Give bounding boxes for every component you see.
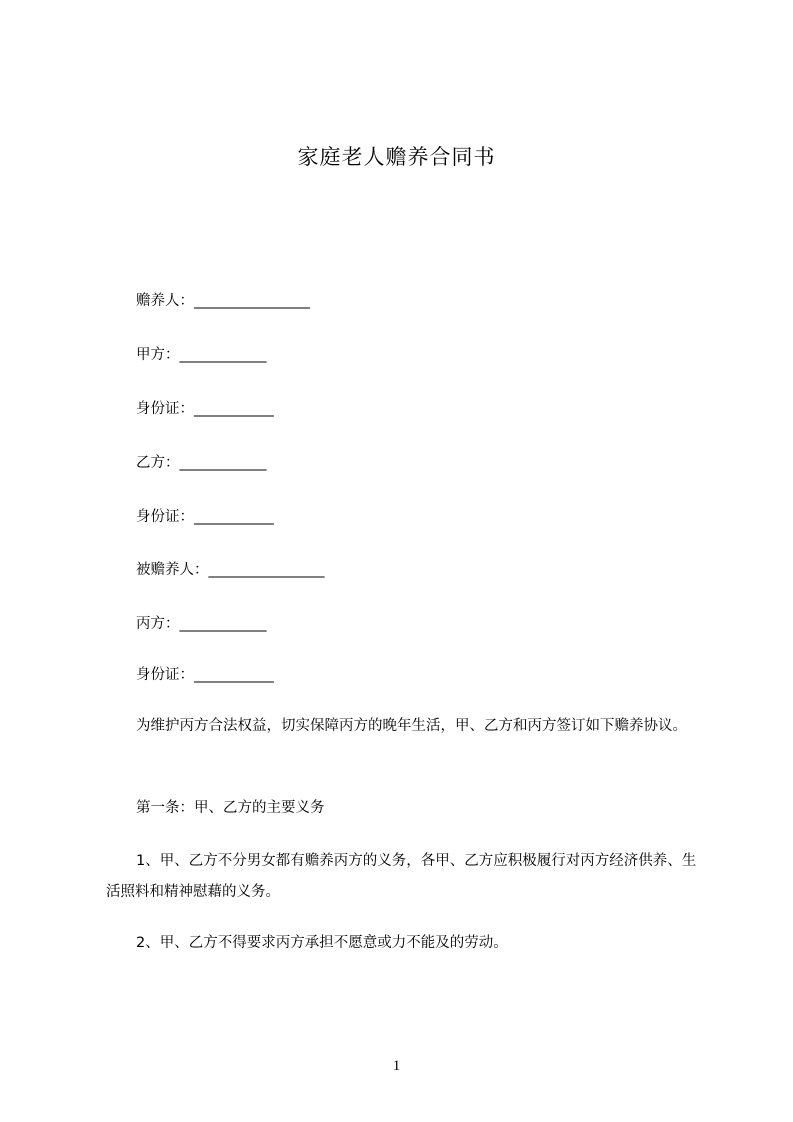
field-blank: ________________	[194, 293, 310, 309]
field-blank: ___________	[194, 509, 274, 525]
article-1-title: 第一条：甲、乙方的主要义务	[136, 800, 325, 816]
page-number: 1	[392, 1058, 401, 1074]
field-label: 乙方：	[136, 455, 180, 471]
clause-1: 1、甲、乙方不分男女都有赡养丙方的义务，各甲、乙方应积极履行对丙方经济供养、生活照料和精神慰藉的义务。	[106, 853, 697, 900]
field-supporter	[136, 291, 310, 311]
intro-paragraph: 为维护丙方合法权益，切实保障丙方的晚年生活，甲、乙方和丙方签订如下赡养协议。	[136, 718, 687, 734]
field-blank: ____________	[179, 347, 267, 363]
field-blank: ___________	[194, 401, 274, 417]
field-blank: ________________	[208, 562, 325, 578]
field-label: 身份证：	[136, 509, 194, 525]
field-label: 甲方：	[136, 347, 180, 363]
document-title: 家庭老人赡养合同书	[297, 145, 496, 169]
field-blank: ____________	[179, 616, 267, 632]
field-party-a	[136, 345, 267, 365]
field-party-b	[136, 453, 267, 473]
field-blank: ___________	[194, 667, 274, 683]
clause-2: 2、甲、乙方不得要求丙方承担不愿意或力不能及的劳动。	[136, 935, 508, 951]
field-label: 丙方：	[136, 616, 180, 632]
field-party-b-id	[136, 507, 274, 527]
field-party-c-id	[136, 665, 274, 685]
field-party-a-id	[136, 399, 274, 419]
field-label: 身份证：	[136, 401, 194, 417]
field-party-c	[136, 614, 267, 634]
field-label: 赡养人：	[136, 293, 194, 309]
field-blank: ____________	[179, 455, 267, 471]
field-label: 身份证：	[136, 667, 194, 683]
field-label: 被赡养人：	[136, 562, 209, 578]
field-supported-person	[136, 560, 325, 580]
